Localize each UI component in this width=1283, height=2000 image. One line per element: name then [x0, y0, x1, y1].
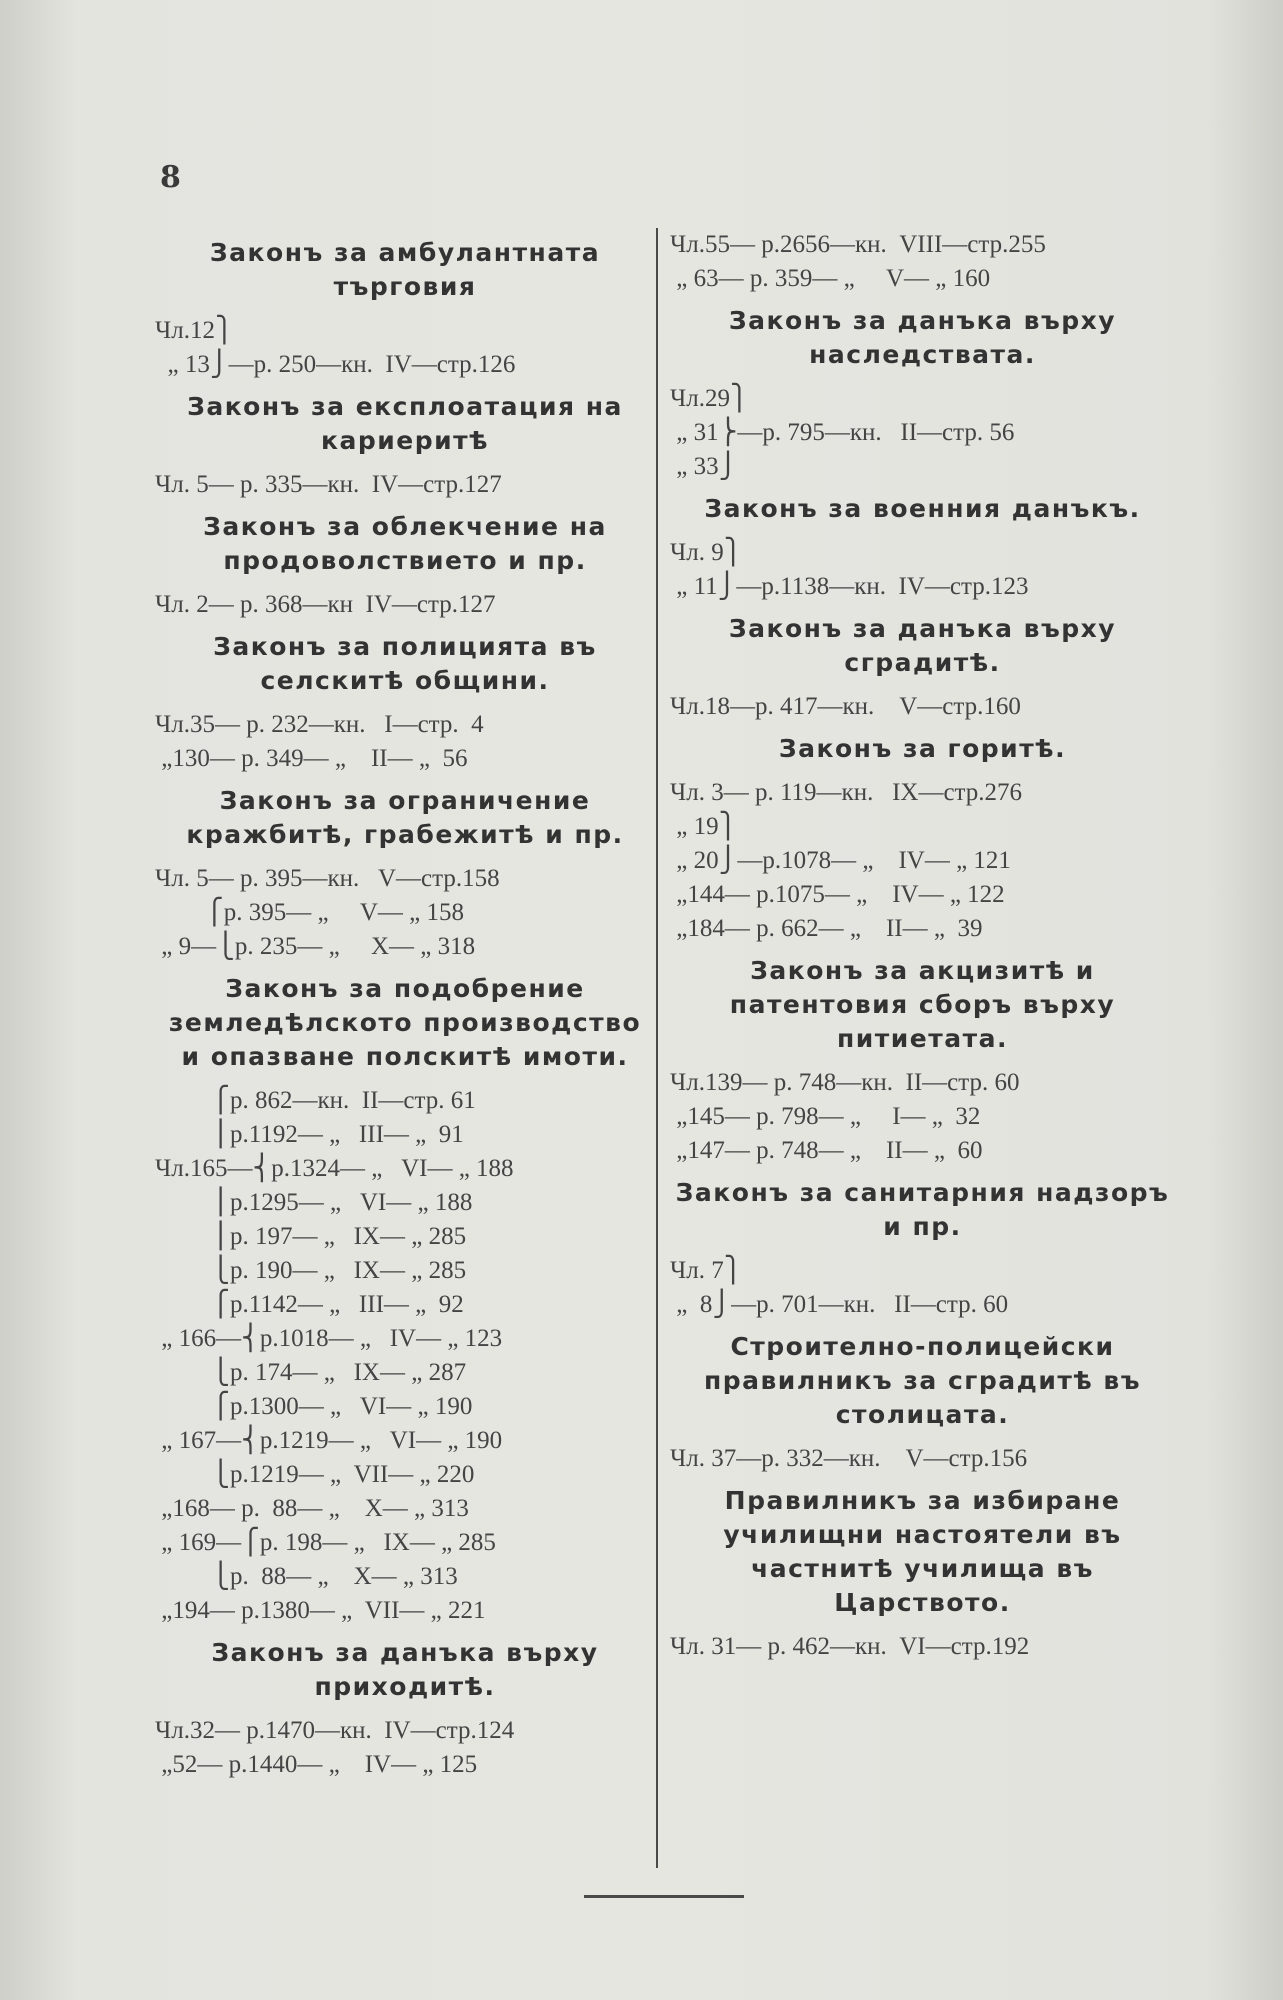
reference-row: Чл.18—р. 417—кн. V—стр.160 [670, 693, 1021, 720]
law-section [670, 1176, 1175, 1322]
reference-row: Чл.35— р. 232—кн. I—стр. 4 [155, 711, 484, 738]
reference-row: „ 19⎫ [670, 813, 738, 840]
reference-row: ⎪р.1295— „ VI— „ 188 [155, 1189, 473, 1216]
reference-row: ⎩р. 88— „ X— „ 313 [155, 1563, 458, 1590]
law-heading: Законъ за полицията въ селскитѣ общини. [213, 632, 597, 695]
law-section [155, 510, 655, 622]
law-heading: Законъ за данъка върху сградитѣ. [728, 614, 1117, 677]
reference-row: „ 8⎭—р. 701—кн. II—стр. 60 [670, 1291, 1009, 1318]
reference-row: „ 167—⎨р.1219— „ VI— „ 190 [155, 1427, 503, 1454]
reference-row: Чл. 37—р. 332—кн. V—стр.156 [670, 1445, 1028, 1472]
law-heading: Законъ за санитарния надзоръ и пр. [675, 1178, 1170, 1241]
reference-row: Чл. 9⎫ [670, 539, 743, 566]
reference-row: „ 33⎭ [670, 453, 738, 480]
reference-row: „147— р. 748— „ II— „ 60 [670, 1137, 983, 1164]
reference-row: „ 31⎬—р. 795—кн. II—стр. 56 [670, 419, 1015, 446]
reference-row: ⎪р. 197— „ IX— „ 285 [155, 1223, 467, 1250]
reference-row: „ 166—⎨р.1018— „ IV— „ 123 [155, 1325, 503, 1352]
reference-row: „145— р. 798— „ I— „ 32 [670, 1103, 981, 1130]
law-heading: Законъ за горитѣ. [778, 734, 1067, 763]
reference-row: Чл.12⎫ [155, 317, 234, 344]
reference-row: ⎧р.1300— „ VI— „ 190 [155, 1393, 473, 1420]
reference-row: „ 11⎭—р.1138—кн. IV—стр.123 [670, 573, 1029, 600]
page-number: 8 [160, 160, 181, 195]
law-section [670, 228, 1175, 296]
law-heading: Законъ за подобрение земледѣлското производство и опазване полскитѣ имоти. [168, 974, 642, 1071]
right-column [670, 228, 1175, 1664]
law-section [155, 1636, 655, 1782]
law-section [670, 304, 1175, 484]
reference-row: Чл. 2— р. 368—кн IV—стр.127 [155, 591, 496, 618]
law-section [670, 1484, 1175, 1664]
reference-row: ⎧р.1142— „ III— „ 92 [155, 1291, 464, 1318]
reference-row: Чл. 7⎫ [670, 1257, 743, 1284]
reference-row: Чл. 31— р. 462—кн. VI—стр.192 [670, 1633, 1030, 1660]
reference-row: ⎩р.1219— „ VII— „ 220 [155, 1461, 475, 1488]
reference-row: „52— р.1440— „ IV— „ 125 [155, 1751, 478, 1778]
reference-row: Чл.29⎫ [670, 385, 749, 412]
reference-row: ⎧р. 395— „ V— „ 158 [155, 899, 464, 926]
law-section [670, 492, 1175, 604]
law-section [670, 732, 1175, 946]
law-heading: Законъ за военния данъкъ. [704, 494, 1141, 523]
column-divider [656, 228, 658, 1868]
law-section [670, 612, 1175, 724]
law-heading: Строително-полицейски правилникъ за сградитѣ въ столицата. [703, 1332, 1142, 1429]
law-heading: Законъ за данъка върху приходитѣ. [211, 1638, 599, 1701]
law-heading: Законъ за амбулантната търговия [209, 238, 601, 301]
reference-row: „168— р. 88— „ X— „ 313 [155, 1495, 469, 1522]
reference-row: ⎧р. 862—кн. II—стр. 61 [155, 1087, 476, 1114]
reference-row: ⎩р. 190— „ IX— „ 285 [155, 1257, 467, 1284]
law-section [155, 390, 655, 502]
law-heading: Законъ за експлоатация на кариеритѣ [187, 392, 623, 455]
reference-row: „ 169—⎧р. 198— „ IX— „ 285 [155, 1529, 496, 1556]
reference-row: „144— р.1075— „ IV— „ 122 [670, 881, 1005, 908]
law-section [155, 784, 655, 964]
law-heading: Законъ за акцизитѣ и патентовия сборъ върху питиетата. [729, 956, 1116, 1053]
law-heading: Законъ за данъка върху наследствата. [728, 306, 1117, 369]
law-section [155, 236, 655, 382]
law-heading: Правилникъ за избиране училищни настоятели въ частнитѣ училища въ Царството. [723, 1486, 1122, 1617]
law-section [670, 954, 1175, 1168]
reference-row: „130— р. 349— „ II— „ 56 [155, 745, 468, 772]
reference-row: Чл.55— р.2656—кн. VIII—стр.255 [670, 231, 1046, 258]
reference-row: Чл. 3— р. 119—кн. IX—стр.276 [670, 779, 1023, 806]
reference-row: Чл.32— р.1470—кн. IV—стр.124 [155, 1717, 515, 1744]
law-heading: Законъ за облекчение на продоволствието и пр. [203, 512, 607, 575]
law-heading: Законъ за ограничение кражбитѣ, грабежитѣ и пр. [186, 786, 624, 849]
reference-row: Чл.139— р. 748—кн. II—стр. 60 [670, 1069, 1020, 1096]
reference-row: „ 20⎭—р.1078— „ IV— „ 121 [670, 847, 1011, 874]
reference-row: Чл. 5— р. 395—кн. V—стр.158 [155, 865, 500, 892]
reference-row: ⎪р.1192— „ III— „ 91 [155, 1121, 464, 1148]
bottom-rule [584, 1895, 744, 1898]
reference-row: ⎩р. 174— „ IX— „ 287 [155, 1359, 467, 1386]
reference-row: „ 9—⎩р. 235— „ X— „ 318 [155, 933, 476, 960]
reference-row: Чл. 5— р. 335—кн. IV—стр.127 [155, 471, 502, 498]
reference-row: „ 13⎭—р. 250—кн. IV—стр.126 [155, 351, 516, 378]
law-section [670, 1330, 1175, 1476]
reference-row: „194— р.1380— „ VII— „ 221 [155, 1597, 486, 1624]
law-section [155, 972, 655, 1628]
reference-row: Чл.165—⎨р.1324— „ VI— „ 188 [155, 1155, 514, 1182]
reference-row: „184— р. 662— „ II— „ 39 [670, 915, 983, 942]
left-column [155, 228, 655, 1782]
reference-row: „ 63— р. 359— „ V— „ 160 [670, 265, 991, 292]
law-section [155, 630, 655, 776]
